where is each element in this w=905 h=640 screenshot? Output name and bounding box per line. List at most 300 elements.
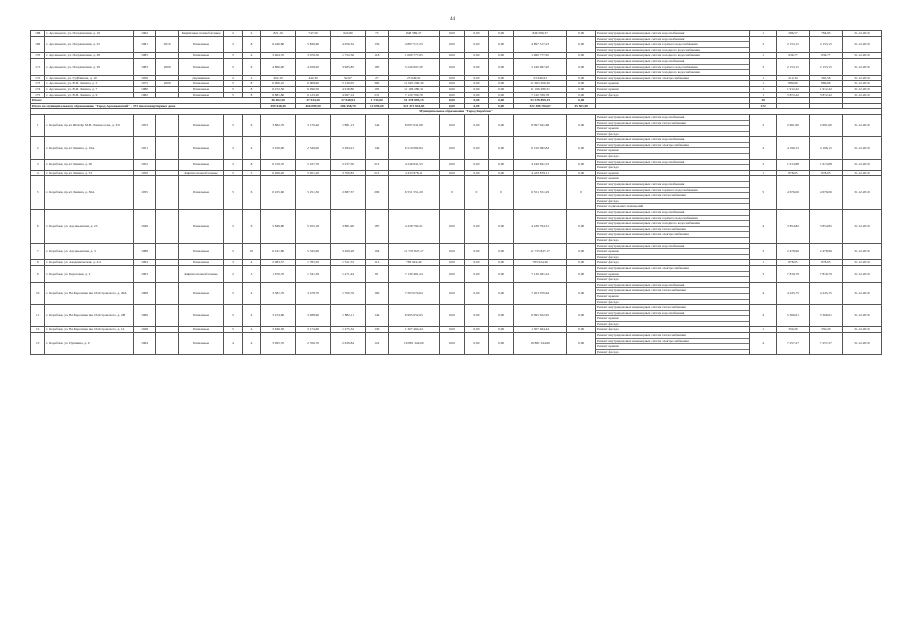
work-type-item: Ремонт фасада: [597, 165, 619, 170]
cell-entrances: 3: [242, 265, 261, 282]
cell-fund-regional: 0,00: [464, 282, 489, 304]
cell-entrances: 4: [242, 327, 261, 333]
table-row: [31, 36, 882, 53]
cell-work-count: 3: [750, 58, 777, 75]
cell-entrances: 8: [242, 36, 261, 53]
totals-value: 521 386 784,67: [513, 103, 566, 109]
cell-owned-area: 1 521,53: [331, 260, 366, 266]
cell-address: г. Арсеньевск, ул. Гуфбинова, д. 10: [45, 75, 133, 81]
cell-total-cost: 11 735 847,17: [388, 243, 439, 260]
cell-year-built: 1988: [133, 243, 156, 260]
cell-fund-regional: 0,00: [464, 86, 489, 92]
cell-fund-federal: 0,00: [439, 86, 464, 92]
cell-fund-federal: 0,00: [439, 159, 464, 170]
cell-completion-date: 31.12.2019: [842, 327, 881, 333]
cell-wall-material: Кирпичные шлакоблочные: [178, 31, 223, 37]
cell-owners-funds: 11 735 847,17: [513, 243, 566, 260]
cell-owners-funds: 1 060 777,65: [513, 53, 566, 59]
cell-fund-regional: 0,00: [464, 333, 489, 355]
cell-unit-cost: 4 245,75: [777, 282, 810, 304]
cell-number: 3: [31, 159, 45, 170]
cell-living-area: 1 541,39: [296, 265, 331, 282]
cell-owned-area: 2 687,37: [331, 176, 366, 210]
cell-total-cost: 1 060 777,65: [388, 53, 439, 59]
work-type-item: Ремонт фасада: [597, 321, 619, 326]
cell-living-area: 6 296,50: [296, 86, 331, 92]
cell-fund-regional: 0,00: [464, 81, 489, 87]
cell-wall-material: Панельные: [178, 176, 223, 210]
cell-completion-date: 31.12.2019: [842, 210, 881, 244]
cell-entrances: 4: [242, 282, 261, 304]
cell-fund-regional: 0,00: [464, 31, 489, 37]
cell-max-unit-cost: 3 872,42: [809, 92, 842, 98]
cell-number: 168: [31, 31, 45, 37]
cell-wall-material: Панельные: [178, 86, 223, 92]
cell-work-types: [596, 282, 750, 304]
work-type-item: Ремонт внутридомовых инженерных систем электроснабжения: [596, 143, 749, 149]
cell-fund-local: 0,00: [489, 92, 514, 98]
cell-living-area: 2 549,00: [296, 137, 331, 159]
cell-floors: 5: [224, 159, 243, 170]
cell-total-cost: 7 120 769,78: [388, 92, 439, 98]
cell-owned-area: 1 275,32: [331, 327, 366, 333]
cell-fund-local: 0,00: [489, 260, 514, 266]
cell-fund-local: 0,00: [489, 75, 514, 81]
cell-completion-date: 31.12.2019: [842, 92, 881, 98]
cell-wall-material: Панельные: [178, 260, 223, 266]
cell-address: г. Кораблев, ул. Вл.Березины им. И.Островского, д. 4Н: [45, 305, 133, 327]
cell-work-types: [596, 176, 750, 210]
cell-owned-area: 4 618,80: [331, 86, 366, 92]
housing-repair-register-table: [30, 30, 882, 355]
cell-max-unit-cost: 4 245,75: [809, 282, 842, 304]
cell-work-count: 1: [750, 260, 777, 266]
cell-address: г. Арсеньевск, ул. В.И. Ленина, д. 9: [45, 92, 133, 98]
cell-floors: 5: [224, 210, 243, 244]
cell-wall-material: Панельные: [178, 53, 223, 59]
cell-work-count: 4: [750, 210, 777, 244]
work-type-item: Ремонт крыши: [597, 86, 619, 91]
cell-residents: 130: [366, 327, 389, 333]
work-type-item: Ремонт крыши: [596, 126, 749, 132]
cell-total-cost: 4 433 878,11: [388, 170, 439, 176]
cell-work-types: [596, 210, 750, 244]
cell-owners-funds: 4 897 517,23: [513, 36, 566, 53]
cell-entrances: 4: [242, 305, 261, 327]
table-row: [31, 243, 882, 260]
cell-address: г. Кораблев, ул. Березовая, д. 2: [45, 265, 133, 282]
cell-owners-funds: 7 203 070,64: [513, 282, 566, 304]
cell-total-cost: 11 605 206,30: [388, 81, 439, 87]
cell-number: 9: [31, 265, 45, 282]
cell-owners-funds: 6 995 652,65: [513, 305, 566, 327]
cell-total-area: 6 159,70: [261, 159, 296, 170]
cell-year-built: 1975: [133, 81, 156, 87]
cell-floors: 3: [224, 260, 243, 266]
totals-value: 466 089,90: [296, 103, 331, 109]
cell-fund-federal: 0,00: [439, 327, 464, 333]
work-type-item: Ремонт фасада: [597, 277, 619, 282]
cell-total-area: 3 649,50: [261, 327, 296, 333]
cell-work-count: 1: [750, 327, 777, 333]
cell-living-area: 5 251,30: [296, 176, 331, 210]
cell-unit-cost: 5 366,61: [777, 305, 810, 327]
cell-fund-local: 0,00: [489, 86, 514, 92]
cell-owned-area: 3 965,85: [331, 58, 366, 75]
cell-fund-federal: 0,00: [439, 36, 464, 53]
cell-year-built: 1968: [133, 282, 156, 304]
cell-total-area: 3 381,70: [261, 282, 296, 304]
work-type-item: Ремонт внутридомовых инженерных систем электроснабжения: [596, 266, 749, 272]
cell-residents: 118: [366, 53, 389, 59]
cell-address: г. Кораблев, пр-кт Ленина, д. 36А: [45, 176, 133, 210]
work-type-item: Ремонт внутридомовых инженерных систем теплоснабжения: [596, 193, 749, 199]
totals-value: 27 048,94: [331, 98, 366, 104]
cell-number: 173: [31, 81, 45, 87]
cell-other-funds: 0,00: [567, 333, 596, 355]
cell-completion-date: 31.12.2019: [842, 282, 881, 304]
work-type-item: Ремонт внутридомовых инженерных систем водоснабжения: [596, 160, 749, 166]
cell-residents: 213: [366, 170, 389, 176]
work-type-item: Ремонт крыши: [596, 316, 749, 322]
work-type-item: Ремонт крыши: [596, 272, 749, 278]
cell-total-cost: 7 203 070,64: [388, 282, 439, 304]
cell-total-area: 6 881,80: [261, 92, 296, 98]
work-type-item: Ремонт внутридомовых инженерных систем теплоснабжения: [596, 121, 749, 127]
cell-floors: 2: [224, 75, 243, 81]
cell-total-area: 4 860,00: [261, 58, 296, 75]
totals-label: Итого:: [31, 98, 261, 104]
cell-max-unit-cost: 878,05: [809, 170, 842, 176]
totals-value: 46 402,20: [261, 98, 296, 104]
cell-unit-cost: 2 691,60: [777, 114, 810, 136]
cell-living-area: 442,30: [296, 75, 331, 81]
cell-entrances: 6: [242, 176, 261, 210]
cell-owners-funds: 846 589,37: [513, 31, 566, 37]
cell-residents: 160: [366, 282, 389, 304]
cell-unit-cost: 878,05: [777, 170, 810, 176]
cell-wall-material: Кирпич шлакоблочные: [178, 265, 223, 282]
cell-owners-funds: 6 510 082,84: [513, 137, 566, 159]
work-type-item: Ремонт крыши: [596, 148, 749, 154]
cell-fund-local: 0,00: [489, 81, 514, 87]
cell-fund-federal: 0,00: [439, 114, 464, 136]
cell-address: г. Кораблев, ул. Пушкина, д. 6: [45, 333, 133, 355]
cell-living-area: 4 458,20: [296, 58, 331, 75]
cell-total-area: 492,10: [261, 75, 296, 81]
cell-wall-material: Панельные: [178, 92, 223, 98]
cell-number: 4: [31, 170, 45, 176]
cell-living-area: 747,50: [296, 31, 331, 37]
totals-value: 521 471 844,83: [388, 103, 439, 109]
cell-residents: 382: [366, 81, 389, 87]
cell-floors: 5: [224, 282, 243, 304]
cell-fund-local: 0: [489, 176, 514, 210]
cell-owned-area: 1 700,79: [331, 282, 366, 304]
work-type-item: Ремонт внутридомовых инженерных систем горячего водоснабжения: [596, 188, 749, 194]
cell-unit-cost: 1 913,88: [777, 159, 810, 170]
cell-max-unit-cost: 889,66: [809, 81, 842, 87]
cell-fund-regional: 0,00: [464, 210, 489, 244]
cell-other-funds: 0,00: [567, 170, 596, 176]
cell-number: 1: [31, 114, 45, 136]
totals-value: 0,00: [439, 98, 464, 104]
cell-residents: 187: [366, 210, 389, 244]
cell-residents: 159: [366, 36, 389, 53]
cell-fund-federal: 0,00: [439, 210, 464, 244]
work-type-item: Ремонт внутридомовых инженерных систем водоснабжения: [597, 31, 685, 35]
cell-unit-cost: 2 153,15: [777, 36, 810, 53]
cell-year-built: 1952: [133, 159, 156, 170]
cell-year-built: 1981: [133, 36, 156, 53]
cell-fund-regional: 0,00: [464, 243, 489, 260]
cell-wall-material: Панельные: [178, 305, 223, 327]
cell-residents: 185: [366, 58, 389, 75]
cell-floors: 5: [224, 305, 243, 327]
cell-address: г. Кораблев, пр-кт Ленина, д. 53: [45, 170, 133, 176]
work-type-item: Ремонт внутридомовых инженерных систем водоснабжения: [596, 210, 749, 216]
cell-max-unit-cost: 1 912,42: [809, 86, 842, 92]
table-row: [31, 333, 882, 355]
work-type-item: Ремонт крыши: [596, 249, 749, 255]
totals-label: Итого по муниципальному образованию "Город Арсеньевский" - 373 многоквартирных дома: [31, 103, 261, 109]
cell-address: г. Арсеньевск, ул. Пограничная, д. 25: [45, 36, 133, 53]
cell-residents: 122: [366, 333, 389, 355]
cell-other-funds: 0,00: [567, 265, 596, 282]
cell-fund-regional: 0,00: [464, 92, 489, 98]
cell-other-funds: 0,00: [567, 327, 596, 333]
cell-year-built: 1983: [133, 58, 156, 75]
cell-completion-date: 31.12.2019: [842, 159, 881, 170]
cell-completion-date: 31.12.2019: [842, 36, 881, 53]
cell-living-area: 2 556,70: [296, 333, 331, 355]
work-type-item: Ремонт внутридомовых инженерных систем электроснабжения: [596, 339, 749, 345]
cell-max-unit-cost: 1 913,88: [809, 159, 842, 170]
cell-max-unit-cost: 784,95: [809, 31, 842, 37]
cell-total-cost: 6 995 652,65: [388, 305, 439, 327]
cell-unit-cost: 1 912,42: [777, 86, 810, 92]
cell-fund-regional: 0,00: [464, 159, 489, 170]
cell-owners-funds: 4 249 841,53: [513, 159, 566, 170]
cell-fund-local: 0,00: [489, 282, 514, 304]
cell-other-funds: 0,00: [567, 137, 596, 159]
cell-address: г. Кораблев, пр-кт Ленина, д. 20: [45, 159, 133, 170]
cell-fund-local: 0,00: [489, 265, 514, 282]
work-type-item: Ремонт внутридомовых инженерных систем холодного водоснабжения: [597, 70, 700, 75]
cell-address: г. Кораблев, ул. Вл.Березины им. И.Островского, д. 40А: [45, 282, 133, 304]
work-type-item: Ремонт крыши: [596, 344, 749, 350]
cell-total-area: 6 440,80: [261, 36, 296, 53]
cell-completion-date: 31.12.2019: [842, 81, 881, 87]
cell-fund-federal: 0,00: [439, 333, 464, 355]
cell-living-area: 3 278,70: [296, 282, 331, 304]
cell-address: г. Кораблев, ул. Арсеньевская, д. 3: [45, 243, 133, 260]
totals-value: 0,00: [489, 103, 514, 109]
totals-value: 0,00: [464, 98, 489, 104]
cell-owners-funds: 4 433 878,11: [513, 170, 566, 176]
cell-fund-local: 0,00: [489, 327, 514, 333]
cell-owned-area: 1 471,44: [331, 265, 366, 282]
cell-year-built: 1994: [133, 260, 156, 266]
cell-year-built: 1982: [133, 92, 156, 98]
cell-number: 171: [31, 58, 45, 75]
cell-other-funds: 0,00: [567, 305, 596, 327]
cell-fund-federal: 0,00: [439, 75, 464, 81]
work-type-item: Ремонт внутридомовых инженерных систем теплоснабжения: [596, 288, 749, 294]
cell-fund-federal: 0,00: [439, 170, 464, 176]
cell-work-count: 3: [750, 36, 777, 53]
work-type-item: Ремонт внутридомовых инженерных систем холодного водоснабжения: [596, 221, 749, 227]
cell-completion-date: 31.12.2019: [842, 58, 881, 75]
cell-number: 8: [31, 260, 45, 266]
cell-max-unit-cost: 878,05: [809, 260, 842, 266]
cell-unit-cost: 889,66: [777, 81, 810, 87]
cell-number: 172: [31, 75, 45, 81]
cell-work-types: [596, 305, 750, 327]
cell-living-area: 5 227,70: [296, 159, 331, 170]
cell-living-area: 6 008,90: [296, 81, 331, 87]
cell-floors: 5: [224, 36, 243, 53]
cell-unit-cost: 936,77: [777, 53, 810, 59]
cell-total-cost: 6 551 551,29: [388, 176, 439, 210]
cell-work-count: 1: [750, 53, 777, 59]
cell-year-renovated: [156, 305, 179, 327]
work-type-item: Ремонт фасада: [597, 131, 619, 136]
cell-wall-material: Панельные: [178, 333, 223, 355]
cell-owners-funds: 11 605 206,30: [513, 81, 566, 87]
work-type-item: Ремонт фасада: [597, 237, 619, 242]
cell-owned-area: 4 056,32: [331, 36, 366, 53]
table-row: [31, 265, 882, 282]
cell-completion-date: 31.12.2019: [842, 260, 881, 266]
cell-total-cost: 783 924,40: [388, 260, 439, 266]
totals-work-count: 10: [750, 98, 777, 104]
cell-owned-area: 3 881,90: [331, 210, 366, 244]
cell-total-cost: 4 438 794,31: [388, 210, 439, 244]
cell-residents: 112: [366, 260, 389, 266]
cell-year-built: 1956: [133, 75, 156, 81]
cell-total-area: 1 679,70: [261, 265, 296, 282]
cell-number: 169: [31, 36, 45, 53]
work-type-item: Ремонт внутридомовых инженерных систем теплоснабжения: [596, 227, 749, 233]
cell-total-area: 6 006,10: [261, 81, 296, 87]
cell-max-unit-cost: 4 196,15: [809, 137, 842, 159]
cell-work-types: [596, 58, 750, 75]
cell-residents: 209: [366, 176, 389, 210]
cell-work-count: 4: [750, 282, 777, 304]
cell-other-funds: 0: [567, 176, 596, 210]
cell-year-renovated: 2009: [156, 81, 179, 87]
cell-year-renovated: 2010: [156, 36, 179, 53]
cell-completion-date: 31.12.2019: [842, 305, 881, 327]
cell-owned-area: 1 882,11: [331, 305, 366, 327]
work-type-item: Ремонт фасада: [597, 349, 619, 354]
cell-other-funds: 0,00: [567, 86, 596, 92]
cell-living-area: 5 345,90: [296, 243, 331, 260]
cell-total-cost: 16 881 344,60: [388, 333, 439, 355]
totals-value: 499 648,40: [261, 103, 296, 109]
cell-entrances: 5: [242, 170, 261, 176]
cell-fund-federal: 0,00: [439, 243, 464, 260]
cell-entrances: 6: [242, 210, 261, 244]
cell-address: г. Кораблев, ул. Академическая, д. 2/4: [45, 260, 133, 266]
cell-fund-regional: 0,00: [464, 327, 489, 333]
cell-owned-area: 2 639,84: [331, 333, 366, 355]
cell-completion-date: 31.12.2019: [842, 333, 881, 355]
cell-fund-local: 0,00: [489, 31, 514, 37]
cell-work-count: 4: [750, 137, 777, 159]
cell-fund-federal: 0,00: [439, 58, 464, 75]
cell-owners-funds: 7 130 481,24: [513, 265, 566, 282]
cell-fund-regional: 0,00: [464, 53, 489, 59]
cell-living-area: 3 288,90: [296, 305, 331, 327]
cell-other-funds: 0,00: [567, 159, 596, 170]
work-type-item: Ремонт внутридомовых инженерных систем водоснабжения: [596, 59, 749, 65]
cell-residents: 81: [366, 265, 389, 282]
cell-work-types: [596, 243, 750, 260]
municipality-title: Муниципальное образование "Город Кораблев": [31, 109, 882, 115]
cell-work-count: 1: [750, 31, 777, 37]
cell-total-area: 2 083,37: [261, 260, 296, 266]
cell-fund-federal: 0,00: [439, 53, 464, 59]
cell-floors: 2: [224, 265, 243, 282]
totals-value: 12 699,00: [366, 103, 389, 109]
cell-living-area: 1 783,30: [296, 260, 331, 266]
work-type-item: Ремонт фасада: [597, 254, 619, 259]
cell-total-cost: 5 240 697,20: [388, 58, 439, 75]
cell-wall-material: Панельные: [178, 81, 223, 87]
cell-max-unit-cost: 2 691,60: [809, 114, 842, 136]
cell-address: г. Арсеньевск, ул. В.И. Ленина, д. 7: [45, 86, 133, 92]
totals-value: 0,00: [489, 98, 514, 104]
cell-other-funds: 0,00: [567, 31, 596, 37]
cell-max-unit-cost: 2 153,15: [809, 58, 842, 75]
cell-max-unit-cost: 7 257,27: [809, 333, 842, 355]
work-type-item: Ремонт фасада: [596, 199, 749, 205]
cell-total-cost: 4 897 517,23: [388, 36, 439, 53]
work-type-item: Ремонт крыши: [597, 170, 619, 175]
cell-total-cost: 1 307 464,44: [388, 327, 439, 333]
cell-unit-cost: 7 819,79: [777, 265, 810, 282]
cell-other-funds: 0,00: [567, 210, 596, 244]
table-row: [31, 305, 882, 327]
cell-work-count: 3: [750, 265, 777, 282]
work-type-item: Ремонт внутридомовых инженерных систем теплоснабжения: [596, 333, 749, 339]
table-row: [31, 176, 882, 210]
cell-fund-federal: 0,00: [439, 305, 464, 327]
cell-wall-material: Панельные: [178, 282, 223, 304]
cell-owned-area: 3 700,83: [331, 170, 366, 176]
cell-total-area: 821,10: [261, 31, 296, 37]
cell-year-built: 1951: [133, 137, 156, 159]
cell-owners-funds: 7 120 769,78: [513, 92, 566, 98]
cell-fund-local: 0,00: [489, 243, 514, 260]
cell-unit-cost: 2 478,96: [777, 243, 810, 260]
cell-total-cost: 7 130 481,24: [388, 265, 439, 282]
cell-work-count: 1: [750, 75, 777, 81]
cell-year-built: 1949: [133, 210, 156, 244]
work-type-item: Ремонт фасада: [597, 327, 619, 332]
cell-entrances: 4: [242, 137, 261, 159]
table-body: [31, 31, 882, 355]
cell-unit-cost: 3 854,82: [777, 210, 810, 244]
cell-entrances: 6: [242, 58, 261, 75]
work-type-item: Ремонт внутридомовых инженерных систем водоснабжения: [596, 283, 749, 289]
cell-fund-local: 0,00: [489, 170, 514, 176]
cell-number: 175: [31, 92, 45, 98]
cell-owned-area: 1 881,13: [331, 114, 366, 136]
cell-other-funds: 0,00: [567, 53, 596, 59]
